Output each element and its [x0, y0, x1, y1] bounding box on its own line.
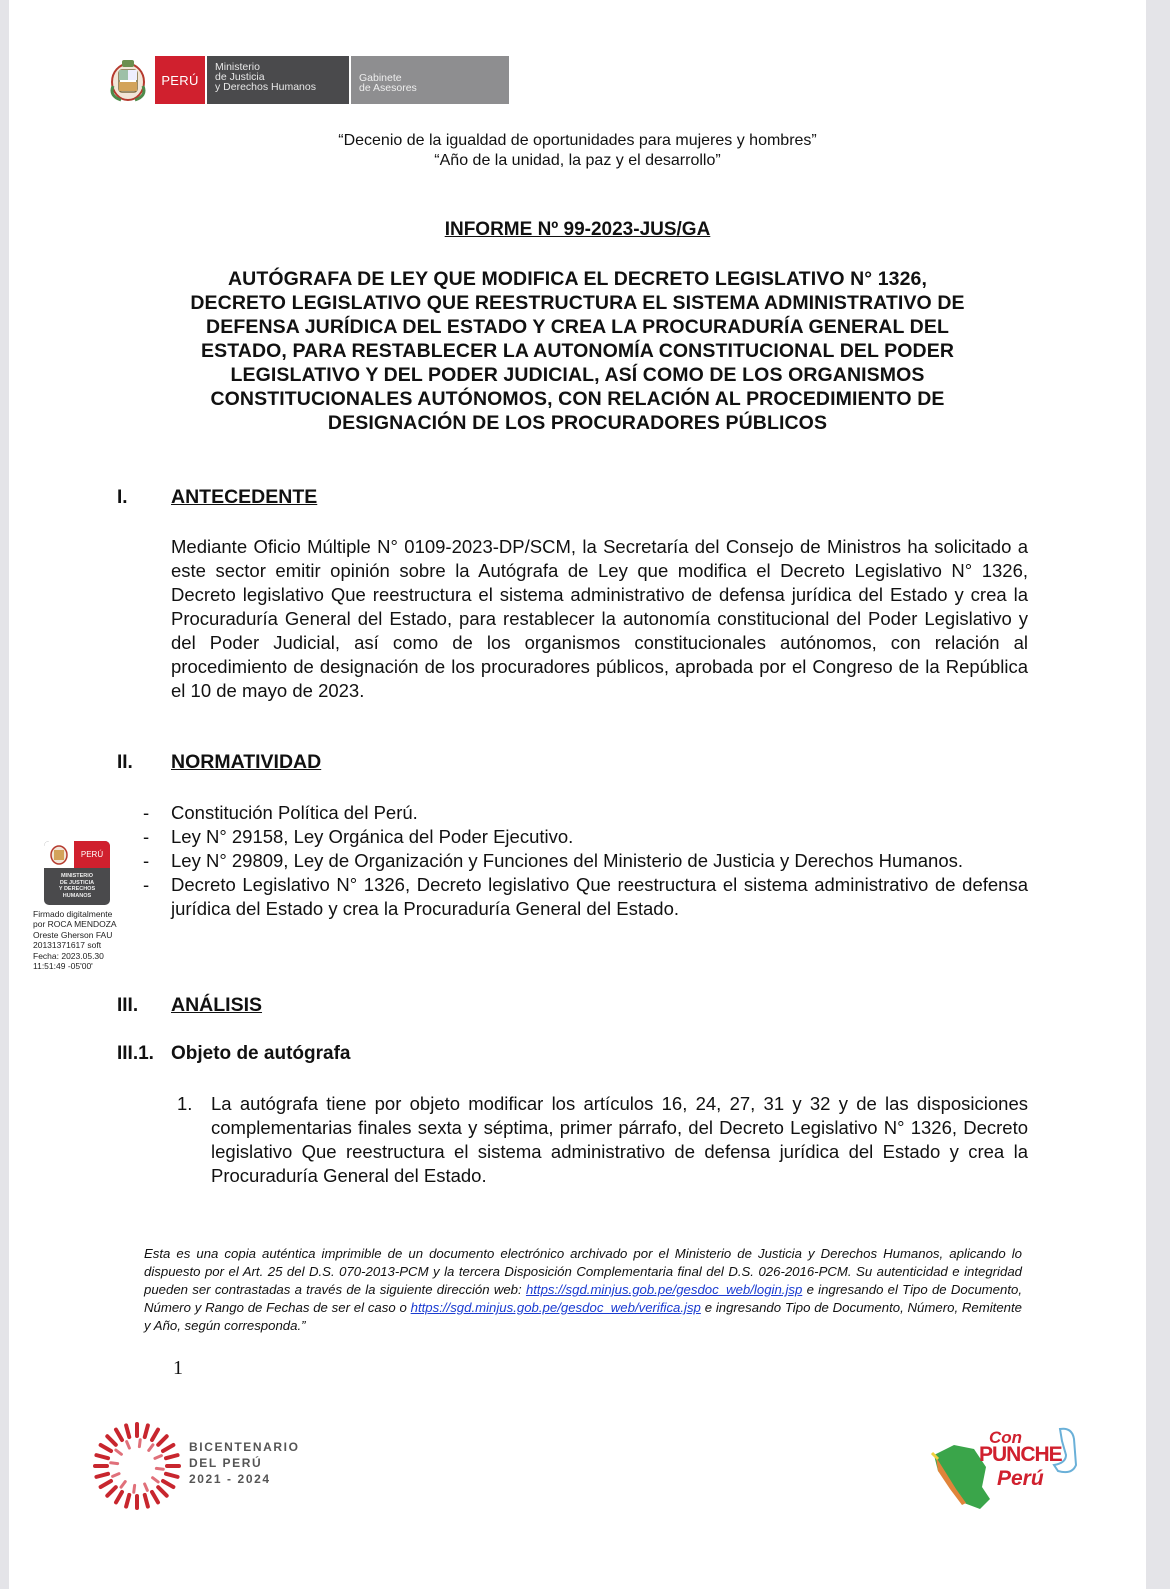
title-line: ESTADO, PARA RESTABLECER LA AUTONOMÍA CONSTITUCIONAL DEL PODER [201, 340, 954, 362]
stamp-line: Y DERECHOS [58, 886, 96, 892]
coat-of-arms-icon [44, 841, 74, 868]
bullet-dash: - [143, 826, 150, 847]
item-number: 1. [177, 1093, 193, 1114]
bullet-dash: - [143, 874, 150, 895]
section-title-antecedente: ANTECEDENTE [171, 486, 318, 508]
signature-line: 11:51:49 -05'00' [33, 961, 93, 972]
ministry-line: y Derechos Humanos [215, 81, 316, 93]
ministry-line: Ministerio [215, 61, 260, 73]
item-text: La autógrafa tiene por objeto modificar los artículos 16, 24, 27, 31 y 32 y de las disposiciones complementarias finales sexta y séptima, primer párrafo, del Decreto Legislativo N° 1326, Decreto legislativo Que reestructura el sistema administrativo de defensa jurídica del Estado y crea la Procuraduría General del Estado. [211, 1093, 1028, 1186]
login-link[interactable]: https://sgd.minjus.gob.pe/gesdoc_web/login.jsp [525, 1282, 803, 1297]
note-text: e ingresando Tipo de Documento, Número, Remitente y Año, según corresponda.” [144, 1300, 1022, 1333]
list-item [143, 873, 1028, 921]
informe-number: INFORME Nº 99-2023-JUS/GA [444, 219, 711, 240]
flexed-arm-icon [1052, 1425, 1084, 1480]
normatividad-list [143, 801, 1028, 921]
title-line: CONSTITUCIONALES AUTÓNOMOS, CON RELACIÓN AL PROCEDIMIENTO DE [210, 388, 945, 410]
document-page [9, 0, 1146, 1589]
note-text: Esta es una copia auténtica imprimible de un documento electrónico archivado por el Ministerio de Justicia y Derechos Humanos, aplicando lo dispuesto por el Art. 25 del D.S. 070-2013-PCM y la tercera Disposición Complementaria final del D.S. 026-2016-PCM. Su autenticidad e integridad pueden ser contrastadas a través de la siguiente dirección web: [144, 1246, 1022, 1297]
list-item-text: Decreto Legislativo N° 1326, Decreto legislativo Que reestructura el sistema administrativo de defensa jurídica del Estado y crea la Procuraduría General del Estado. [171, 874, 1028, 919]
page-number: 1 [173, 1357, 183, 1379]
stamp-peru-label: PERÚ [74, 841, 110, 868]
con-punche-peru-logo [924, 1425, 1084, 1515]
ministry-line: de Justicia [215, 71, 265, 83]
year-motto: “Año de la unidad, la paz y el desarrollo” [434, 152, 721, 169]
bicentenario-line: BICENTENARIO [189, 1440, 300, 1454]
numbered-item [177, 1092, 1028, 1188]
punche-text: PUNCHE [979, 1443, 1062, 1466]
signature-line: por ROCA MENDOZA [33, 919, 117, 930]
bicentenario-sun-icon [91, 1420, 183, 1512]
title-line: LEGISLATIVO Y DEL PODER JUDICIAL, ASÍ COMO DE LOS ORGANISMOS [230, 364, 925, 386]
bicentenario-line: 2021 - 2024 [189, 1472, 271, 1486]
bullet-dash: - [143, 802, 150, 823]
office-name [349, 56, 509, 104]
stamp-ministry [44, 868, 110, 899]
bicentenario-label [189, 1439, 300, 1487]
list-item [143, 825, 1028, 849]
signature-line: Fecha: 2023.05.30 [33, 950, 104, 961]
title-line: DECRETO LEGISLATIVO QUE REESTRUCTURA EL SISTEMA ADMINISTRATIVO DE [190, 292, 965, 314]
list-item [143, 801, 1028, 825]
section-number: II. [117, 752, 133, 773]
list-item-text: Ley N° 29809, Ley de Organización y Funciones del Ministerio de Justicia y Derechos Humanos. [171, 850, 963, 871]
signature-line: Oreste Gherson FAU [33, 929, 113, 940]
list-item-text: Ley N° 29158, Ley Orgánica del Poder Ejecutivo. [171, 826, 574, 847]
con-text: Con [989, 1428, 1023, 1447]
section-number: I. [117, 487, 128, 508]
ministry-logo [107, 56, 509, 104]
title-line: DEFENSA JURÍDICA DEL ESTADO Y CREA LA PROCURADURÍA GENERAL DEL [206, 316, 949, 338]
verify-link[interactable]: https://sgd.minjus.gob.pe/gesdoc_web/verifica.jsp [410, 1300, 701, 1315]
stamp-line: MINISTERIO [60, 873, 94, 879]
note-text: e ingresando el Tipo de Documento, Número y Rango de Fechas de ser el caso o [144, 1282, 1022, 1315]
list-item [143, 849, 1028, 873]
peru-text: Perú [997, 1467, 1044, 1490]
stamp-line: HUMANOS [62, 892, 92, 899]
signature-line: Firmado digitalmente [33, 909, 113, 919]
digital-signature-stamp [44, 841, 110, 905]
bicentenario-line: DEL PERÚ [189, 1456, 263, 1470]
subsection-number: III.1. [117, 1043, 154, 1064]
title-line: DESIGNACIÓN DE LOS PROCURADORES PÚBLICOS [327, 412, 828, 434]
stamp-line: DE JUSTICIA [59, 879, 95, 886]
signature-line: 20131371617 soft [33, 940, 102, 951]
ministry-name [205, 56, 349, 104]
signature-details [33, 909, 143, 971]
section-title-analisis: ANÁLISIS [171, 994, 263, 1016]
subsection-title: Objeto de autógrafa [171, 1043, 351, 1064]
list-item-text: Constitución Política del Perú. [171, 802, 418, 823]
title-line: AUTÓGRAFA DE LEY QUE MODIFICA EL DECRETO LEGISLATIVO N° 1326, [227, 268, 928, 290]
peru-label: PERÚ [155, 56, 205, 104]
bullet-dash: - [143, 850, 150, 871]
office-line: de Asesores [359, 82, 417, 94]
section-number: III. [117, 995, 139, 1016]
authenticity-note [144, 1245, 1022, 1335]
section-title-normatividad: NORMATIVIDAD [171, 751, 322, 773]
decade-motto: “Decenio de la igualdad de oportunidades para mujeres y hombres” [338, 132, 817, 149]
antecedente-paragraph: Mediante Oficio Múltiple N° 0109-2023-DP/SCM, la Secretaría del Consejo de Ministros ha solicitado a este sector emitir opinión sobre la Autógrafa de Ley que modifica el Decreto Legislativo N° 1326, Decreto legislativo Que reestructura el sistema administrativo de defensa jurídica del Estado y crea la Procuraduría General del Estado, para restablecer la autonomía constitucional del Poder Legislativo y del Poder Judicial, así como de los organismos constitucionales autónomos, con relación al procedimiento de designación de los procuradores públicos, aprobada por el Congreso de la República el 10 de mayo de 2023. [171, 536, 1028, 701]
coat-of-arms-icon [107, 56, 149, 104]
document-title [9, 267, 1146, 435]
office-line: Gabinete [359, 72, 402, 84]
